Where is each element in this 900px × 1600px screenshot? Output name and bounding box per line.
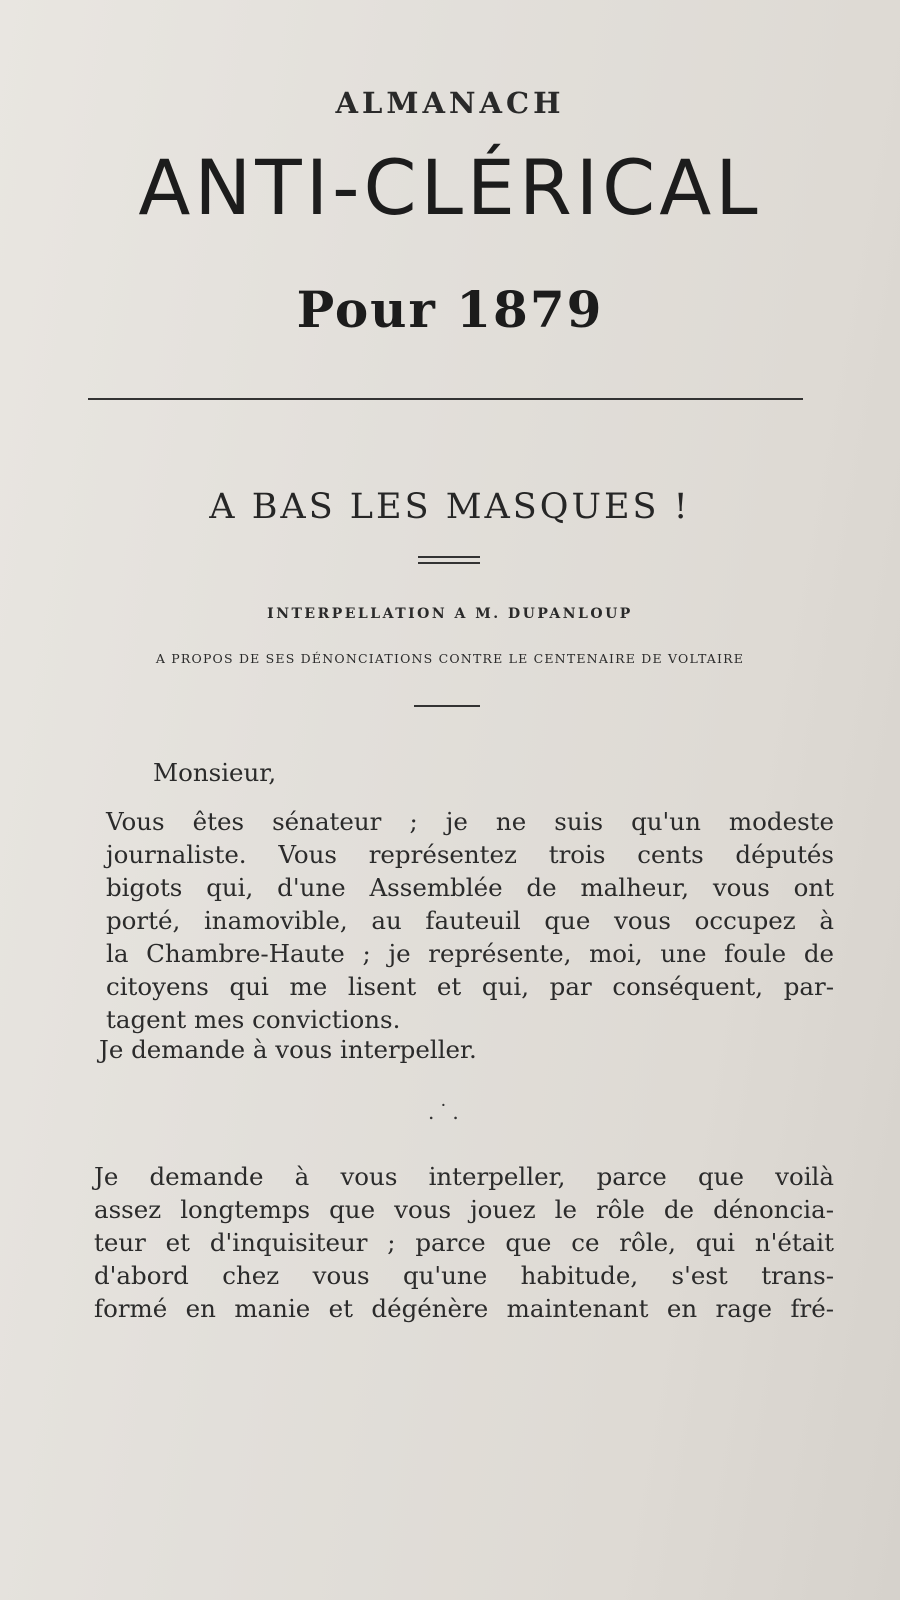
paragraph-line: tagent mes convictions. bbox=[106, 1005, 401, 1034]
paragraph-3 bbox=[64, 1160, 834, 1325]
paragraph-line: la Chambre-Haute ; je représente, moi, une foule de bbox=[106, 939, 834, 968]
paragraph-line: porté, inamovible, au fauteuil que vous occupez à bbox=[106, 906, 834, 935]
paragraph-1 bbox=[64, 805, 834, 1036]
year-subtitle: Pour 1879 bbox=[296, 280, 604, 339]
paragraph-line: bigots qui, d'une Assemblée de malheur, vous ont bbox=[106, 873, 834, 902]
section-heading: A BAS LES MASQUES ! bbox=[209, 487, 691, 527]
paragraph-line: formé en manie et dégénère maintenant en rage fré- bbox=[94, 1294, 834, 1323]
paragraph-line: citoyens qui me lisent et qui, par conséquent, par- bbox=[106, 972, 834, 1001]
paragraph-line: journaliste. Vous représentez trois cents députés bbox=[106, 840, 834, 869]
paragraph-line: Vous êtes sénateur ; je ne suis qu'un modeste bbox=[106, 807, 834, 836]
horizontal-rule bbox=[88, 398, 803, 400]
paragraph-line: d'abord chez vous qu'une habitude, s'est trans- bbox=[94, 1261, 834, 1290]
article-subheading: INTERPELLATION A M. DUPANLOUP bbox=[267, 606, 633, 622]
salutation: Monsieur, bbox=[153, 758, 277, 787]
almanach-label: ALMANACH bbox=[335, 86, 565, 120]
double-rule-divider bbox=[418, 556, 480, 564]
paragraph-line: assez longtemps que vous jouez le rôle de dénoncia- bbox=[94, 1195, 834, 1224]
short-rule-divider bbox=[414, 705, 480, 707]
ornament-dots: .˙. bbox=[428, 1100, 463, 1124]
paragraph-2: Je demande à vous interpeller. bbox=[99, 1035, 477, 1064]
article-subheading-secondary: A PROPOS DE SES DÉNONCIATIONS CONTRE LE CENTENAIRE DE VOLTAIRE bbox=[155, 651, 745, 666]
main-title: ANTI-CLÉRICAL bbox=[138, 143, 762, 232]
paragraph-line: Je demande à vous interpeller, parce que voilà bbox=[94, 1162, 834, 1191]
paragraph-line: teur et d'inquisiteur ; parce que ce rôle, qui n'était bbox=[94, 1228, 834, 1257]
